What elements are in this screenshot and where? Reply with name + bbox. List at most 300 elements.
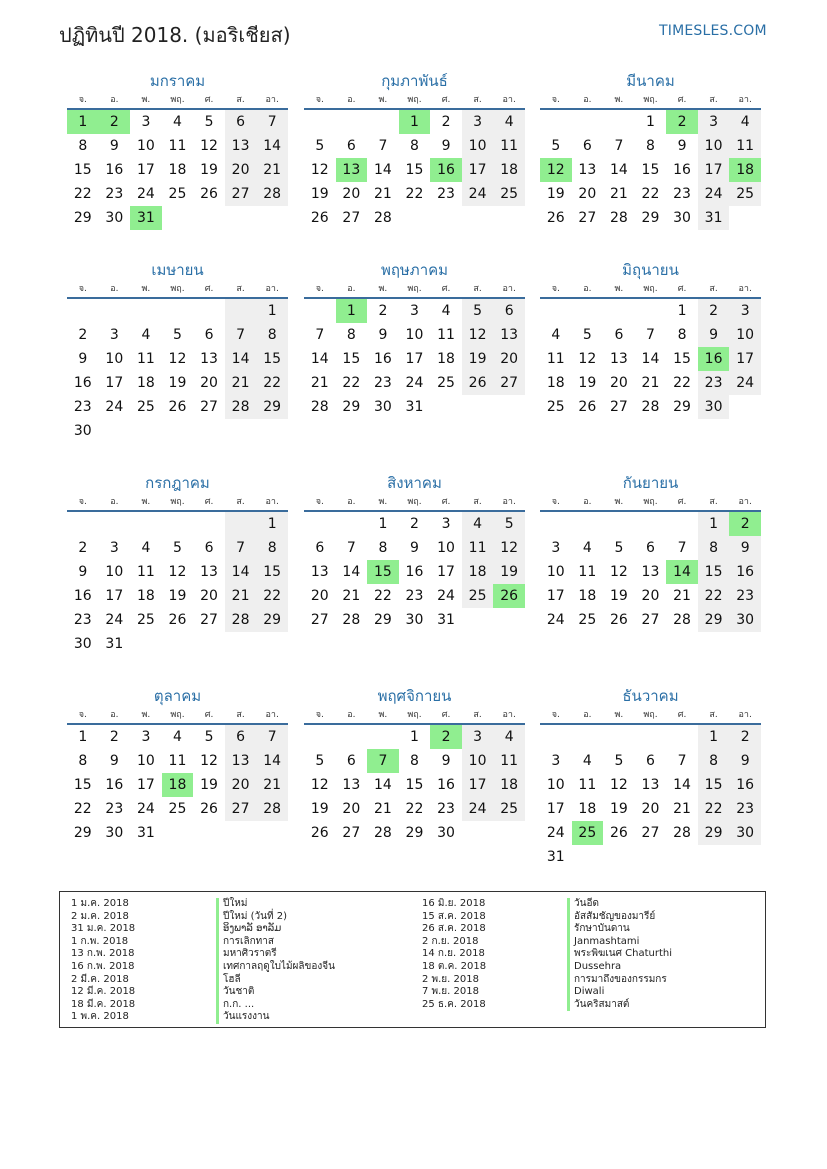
day-cell[interactable]: 25 xyxy=(136,612,155,628)
day-cell[interactable]: 1 xyxy=(67,110,99,134)
day-cell[interactable]: 30 xyxy=(405,612,424,628)
day-cell[interactable]: 4 xyxy=(551,327,561,343)
day-cell[interactable]: 31 xyxy=(698,206,730,230)
day-cell[interactable]: 21 xyxy=(609,186,628,202)
day-cell[interactable]: 6 xyxy=(346,138,356,154)
day-cell[interactable]: 9 xyxy=(78,564,88,580)
day-cell[interactable]: 14 xyxy=(310,351,329,367)
day-cell[interactable]: 1 xyxy=(399,110,431,134)
day-cell[interactable]: 2 xyxy=(109,729,119,745)
day-cell[interactable]: 4 xyxy=(462,512,494,536)
day-cell[interactable]: 11 xyxy=(168,753,187,769)
day-cell[interactable]: 5 xyxy=(173,540,182,556)
day-cell[interactable]: 29 xyxy=(698,608,730,632)
day-cell[interactable]: 12 xyxy=(493,536,525,560)
day-cell[interactable]: 19 xyxy=(462,347,494,371)
day-cell[interactable]: 24 xyxy=(698,182,730,206)
day-cell[interactable]: 27 xyxy=(310,612,329,628)
day-cell[interactable]: 28 xyxy=(310,399,329,415)
day-cell[interactable]: 6 xyxy=(225,725,257,749)
day-cell[interactable]: 11 xyxy=(462,536,494,560)
day-cell[interactable]: 18 xyxy=(578,801,597,817)
day-cell[interactable]: 23 xyxy=(437,186,455,202)
day-cell[interactable]: 13 xyxy=(641,564,660,580)
day-cell[interactable]: 13 xyxy=(641,777,660,793)
day-cell[interactable]: 4 xyxy=(582,540,592,556)
day-cell[interactable]: 1 xyxy=(336,299,368,323)
day-cell[interactable]: 18 xyxy=(437,351,455,367)
day-cell[interactable]: 9 xyxy=(109,138,119,154)
day-cell[interactable]: 4 xyxy=(141,540,151,556)
day-cell[interactable]: 20 xyxy=(310,588,329,604)
day-cell[interactable]: 24 xyxy=(105,399,124,415)
day-cell[interactable]: 6 xyxy=(204,540,214,556)
day-cell[interactable]: 12 xyxy=(578,351,597,367)
day-cell[interactable]: 25 xyxy=(546,399,565,415)
day-cell[interactable]: 26 xyxy=(546,210,565,226)
day-cell[interactable]: 22 xyxy=(698,584,730,608)
day-cell[interactable]: 9 xyxy=(441,138,451,154)
day-cell[interactable]: 24 xyxy=(462,797,494,821)
day-cell[interactable]: 10 xyxy=(437,540,455,556)
day-cell[interactable]: 30 xyxy=(698,395,730,419)
day-cell[interactable]: 16 xyxy=(373,351,392,367)
day-cell[interactable]: 23 xyxy=(437,801,455,817)
day-cell[interactable]: 16 xyxy=(73,588,92,604)
day-cell[interactable]: 11 xyxy=(729,134,761,158)
day-cell[interactable]: 27 xyxy=(493,371,525,395)
day-cell[interactable]: 13 xyxy=(225,749,257,773)
day-cell[interactable]: 14 xyxy=(641,351,660,367)
day-cell[interactable]: 20 xyxy=(200,588,218,604)
day-cell[interactable]: 26 xyxy=(200,186,218,202)
day-cell[interactable]: 15 xyxy=(367,560,399,584)
day-cell[interactable]: 22 xyxy=(405,801,424,817)
day-cell[interactable]: 14 xyxy=(225,347,257,371)
day-cell[interactable]: 5 xyxy=(173,327,182,343)
day-cell[interactable]: 23 xyxy=(105,186,124,202)
day-cell[interactable]: 19 xyxy=(493,560,525,584)
day-cell[interactable]: 20 xyxy=(641,801,660,817)
day-cell[interactable]: 7 xyxy=(315,327,325,343)
day-cell[interactable]: 24 xyxy=(462,182,494,206)
day-cell[interactable]: 23 xyxy=(73,612,92,628)
day-cell[interactable]: 3 xyxy=(729,299,761,323)
day-cell[interactable]: 21 xyxy=(673,588,691,604)
day-cell[interactable]: 27 xyxy=(200,399,218,415)
day-cell[interactable]: 2 xyxy=(99,110,131,134)
day-cell[interactable]: 15 xyxy=(73,162,92,178)
day-cell[interactable]: 13 xyxy=(493,323,525,347)
day-cell[interactable]: 16 xyxy=(105,162,124,178)
day-cell[interactable]: 18 xyxy=(136,375,155,391)
day-cell[interactable]: 20 xyxy=(641,588,660,604)
day-cell[interactable]: 7 xyxy=(367,749,399,773)
day-cell[interactable]: 25 xyxy=(462,584,494,608)
day-cell[interactable]: 16 xyxy=(430,158,462,182)
day-cell[interactable]: 18 xyxy=(162,773,194,797)
day-cell[interactable]: 5 xyxy=(614,540,624,556)
day-cell[interactable]: 5 xyxy=(582,327,592,343)
day-cell[interactable]: 19 xyxy=(310,801,329,817)
day-cell[interactable]: 17 xyxy=(405,351,424,367)
day-cell[interactable]: 2 xyxy=(729,512,761,536)
day-cell[interactable]: 14 xyxy=(666,560,698,584)
day-cell[interactable]: 18 xyxy=(578,588,597,604)
day-cell[interactable]: 21 xyxy=(256,158,288,182)
day-cell[interactable]: 15 xyxy=(405,777,424,793)
day-cell[interactable]: 27 xyxy=(609,399,628,415)
day-cell[interactable]: 12 xyxy=(200,753,218,769)
day-cell[interactable]: 29 xyxy=(673,399,691,415)
day-cell[interactable]: 30 xyxy=(73,423,92,439)
day-cell[interactable]: 24 xyxy=(437,588,455,604)
day-cell[interactable]: 23 xyxy=(73,399,92,415)
day-cell[interactable]: 24 xyxy=(546,612,565,628)
day-cell[interactable]: 13 xyxy=(310,564,329,580)
day-cell[interactable]: 3 xyxy=(410,303,419,319)
day-cell[interactable]: 30 xyxy=(729,608,761,632)
day-cell[interactable]: 19 xyxy=(609,801,628,817)
day-cell[interactable]: 21 xyxy=(225,584,257,608)
day-cell[interactable]: 9 xyxy=(410,540,419,556)
day-cell[interactable]: 21 xyxy=(373,801,392,817)
day-cell[interactable]: 12 xyxy=(310,777,329,793)
day-cell[interactable]: 23 xyxy=(698,371,730,395)
day-cell[interactable]: 2 xyxy=(666,110,698,134)
day-cell[interactable]: 10 xyxy=(105,564,124,580)
day-cell[interactable]: 4 xyxy=(729,110,761,134)
day-cell[interactable]: 24 xyxy=(136,801,155,817)
day-cell[interactable]: 2 xyxy=(378,303,388,319)
day-cell[interactable]: 5 xyxy=(462,299,494,323)
day-cell[interactable]: 13 xyxy=(578,162,597,178)
day-cell[interactable]: 9 xyxy=(441,753,451,769)
day-cell[interactable]: 8 xyxy=(410,753,419,769)
day-cell[interactable]: 17 xyxy=(105,375,124,391)
day-cell[interactable]: 14 xyxy=(256,134,288,158)
day-cell[interactable]: 7 xyxy=(256,725,288,749)
day-cell[interactable]: 18 xyxy=(168,162,187,178)
day-cell[interactable]: 21 xyxy=(256,773,288,797)
day-cell[interactable]: 29 xyxy=(256,608,288,632)
day-cell[interactable]: 4 xyxy=(141,327,151,343)
day-cell[interactable]: 15 xyxy=(405,162,424,178)
day-cell[interactable]: 19 xyxy=(609,588,628,604)
day-cell[interactable]: 26 xyxy=(310,825,329,841)
day-cell[interactable]: 11 xyxy=(578,777,597,793)
day-cell[interactable]: 1 xyxy=(698,512,730,536)
day-cell[interactable]: 11 xyxy=(168,138,187,154)
day-cell[interactable]: 12 xyxy=(609,777,628,793)
day-cell[interactable]: 17 xyxy=(136,777,155,793)
day-cell[interactable]: 8 xyxy=(646,138,655,154)
day-cell[interactable]: 26 xyxy=(168,612,187,628)
day-cell[interactable]: 4 xyxy=(173,729,182,745)
day-cell[interactable]: 26 xyxy=(609,825,628,841)
day-cell[interactable]: 6 xyxy=(646,753,655,769)
day-cell[interactable]: 29 xyxy=(698,821,730,845)
day-cell[interactable]: 23 xyxy=(729,797,761,821)
day-cell[interactable]: 15 xyxy=(256,347,288,371)
day-cell[interactable]: 3 xyxy=(462,110,494,134)
day-cell[interactable]: 5 xyxy=(551,138,561,154)
day-cell[interactable]: 16 xyxy=(729,773,761,797)
day-cell[interactable]: 19 xyxy=(200,162,218,178)
day-cell[interactable]: 13 xyxy=(609,351,628,367)
day-cell[interactable]: 25 xyxy=(578,612,597,628)
day-cell[interactable]: 4 xyxy=(173,114,182,130)
day-cell[interactable]: 1 xyxy=(677,303,687,319)
day-cell[interactable]: 19 xyxy=(168,588,187,604)
day-cell[interactable]: 20 xyxy=(225,773,257,797)
day-cell[interactable]: 27 xyxy=(641,825,660,841)
day-cell[interactable]: 2 xyxy=(78,540,88,556)
day-cell[interactable]: 3 xyxy=(141,114,151,130)
day-cell[interactable]: 12 xyxy=(168,564,187,580)
day-cell[interactable]: 27 xyxy=(225,182,257,206)
day-cell[interactable]: 2 xyxy=(430,725,462,749)
day-cell[interactable]: 10 xyxy=(462,749,494,773)
day-cell[interactable]: 9 xyxy=(698,323,730,347)
day-cell[interactable]: 22 xyxy=(405,186,424,202)
day-cell[interactable]: 16 xyxy=(437,777,455,793)
day-cell[interactable]: 10 xyxy=(729,323,761,347)
day-cell[interactable]: 24 xyxy=(729,371,761,395)
day-cell[interactable]: 26 xyxy=(168,399,187,415)
day-cell[interactable]: 10 xyxy=(105,351,124,367)
day-cell[interactable]: 10 xyxy=(546,777,565,793)
day-cell[interactable]: 17 xyxy=(462,773,494,797)
day-cell[interactable]: 31 xyxy=(105,636,124,652)
day-cell[interactable]: 10 xyxy=(546,564,565,580)
day-cell[interactable]: 29 xyxy=(256,395,288,419)
day-cell[interactable]: 15 xyxy=(673,351,691,367)
day-cell[interactable]: 10 xyxy=(136,138,155,154)
day-cell[interactable]: 15 xyxy=(698,773,730,797)
day-cell[interactable]: 28 xyxy=(373,210,392,226)
day-cell[interactable]: 2 xyxy=(698,299,730,323)
day-cell[interactable]: 12 xyxy=(609,564,628,580)
day-cell[interactable]: 22 xyxy=(373,588,392,604)
day-cell[interactable]: 17 xyxy=(437,564,455,580)
day-cell[interactable]: 5 xyxy=(204,729,214,745)
day-cell[interactable]: 29 xyxy=(641,210,660,226)
day-cell[interactable]: 1 xyxy=(410,729,419,745)
day-cell[interactable]: 11 xyxy=(546,351,565,367)
day-cell[interactable]: 29 xyxy=(342,399,361,415)
day-cell[interactable]: 1 xyxy=(256,299,288,323)
day-cell[interactable]: 30 xyxy=(729,821,761,845)
day-cell[interactable]: 29 xyxy=(373,612,392,628)
day-cell[interactable]: 27 xyxy=(200,612,218,628)
day-cell[interactable]: 15 xyxy=(698,560,730,584)
day-cell[interactable]: 22 xyxy=(73,186,92,202)
day-cell[interactable]: 18 xyxy=(493,158,525,182)
day-cell[interactable]: 19 xyxy=(310,186,329,202)
day-cell[interactable]: 26 xyxy=(310,210,329,226)
day-cell[interactable]: 20 xyxy=(342,186,361,202)
day-cell[interactable]: 5 xyxy=(315,138,325,154)
day-cell[interactable]: 12 xyxy=(462,323,494,347)
day-cell[interactable]: 12 xyxy=(200,138,218,154)
day-cell[interactable]: 7 xyxy=(614,138,624,154)
day-cell[interactable]: 14 xyxy=(373,777,392,793)
day-cell[interactable]: 17 xyxy=(462,158,494,182)
day-cell[interactable]: 26 xyxy=(462,371,494,395)
day-cell[interactable]: 21 xyxy=(225,371,257,395)
day-cell[interactable]: 15 xyxy=(256,560,288,584)
day-cell[interactable]: 21 xyxy=(373,186,392,202)
day-cell[interactable]: 20 xyxy=(225,158,257,182)
day-cell[interactable]: 28 xyxy=(256,182,288,206)
day-cell[interactable]: 5 xyxy=(204,114,214,130)
day-cell[interactable]: 14 xyxy=(256,749,288,773)
day-cell[interactable]: 14 xyxy=(673,777,691,793)
day-cell[interactable]: 8 xyxy=(78,138,88,154)
day-cell[interactable]: 22 xyxy=(641,186,660,202)
day-cell[interactable]: 30 xyxy=(373,399,392,415)
day-cell[interactable]: 27 xyxy=(342,210,361,226)
day-cell[interactable]: 3 xyxy=(551,540,561,556)
day-cell[interactable]: 30 xyxy=(73,636,92,652)
day-cell[interactable]: 25 xyxy=(136,399,155,415)
day-cell[interactable]: 28 xyxy=(673,612,691,628)
day-cell[interactable]: 21 xyxy=(342,588,361,604)
day-cell[interactable]: 2 xyxy=(78,327,88,343)
day-cell[interactable]: 24 xyxy=(105,612,124,628)
day-cell[interactable]: 3 xyxy=(141,729,151,745)
day-cell[interactable]: 20 xyxy=(609,375,628,391)
day-cell[interactable]: 25 xyxy=(168,801,187,817)
day-cell[interactable]: 27 xyxy=(342,825,361,841)
day-cell[interactable]: 21 xyxy=(641,375,660,391)
day-cell[interactable]: 2 xyxy=(410,516,419,532)
day-cell[interactable]: 20 xyxy=(493,347,525,371)
day-cell[interactable]: 3 xyxy=(441,516,451,532)
day-cell[interactable]: 11 xyxy=(493,749,525,773)
day-cell[interactable]: 25 xyxy=(572,821,604,845)
day-cell[interactable]: 22 xyxy=(256,371,288,395)
day-cell[interactable]: 26 xyxy=(578,399,597,415)
day-cell[interactable]: 12 xyxy=(310,162,329,178)
day-cell[interactable]: 18 xyxy=(136,588,155,604)
day-cell[interactable]: 17 xyxy=(136,162,155,178)
day-cell[interactable]: 26 xyxy=(609,612,628,628)
day-cell[interactable]: 20 xyxy=(578,186,597,202)
day-cell[interactable]: 5 xyxy=(493,512,525,536)
day-cell[interactable]: 7 xyxy=(225,536,257,560)
day-cell[interactable]: 8 xyxy=(346,327,356,343)
day-cell[interactable]: 21 xyxy=(310,375,329,391)
day-cell[interactable]: 4 xyxy=(441,303,451,319)
day-cell[interactable]: 9 xyxy=(677,138,687,154)
day-cell[interactable]: 12 xyxy=(168,351,187,367)
day-cell[interactable]: 8 xyxy=(256,323,288,347)
day-cell[interactable]: 22 xyxy=(698,797,730,821)
day-cell[interactable]: 18 xyxy=(729,158,761,182)
day-cell[interactable]: 30 xyxy=(437,825,455,841)
day-cell[interactable]: 8 xyxy=(378,540,388,556)
day-cell[interactable]: 6 xyxy=(582,138,592,154)
day-cell[interactable]: 17 xyxy=(698,158,730,182)
day-cell[interactable]: 31 xyxy=(130,206,162,230)
day-cell[interactable]: 9 xyxy=(78,351,88,367)
day-cell[interactable]: 1 xyxy=(78,729,88,745)
day-cell[interactable]: 5 xyxy=(315,753,325,769)
day-cell[interactable]: 6 xyxy=(614,327,624,343)
day-cell[interactable]: 6 xyxy=(646,540,655,556)
day-cell[interactable]: 28 xyxy=(225,608,257,632)
day-cell[interactable]: 11 xyxy=(493,134,525,158)
day-cell[interactable]: 13 xyxy=(200,564,218,580)
day-cell[interactable]: 6 xyxy=(204,327,214,343)
day-cell[interactable]: 28 xyxy=(609,210,628,226)
day-cell[interactable]: 22 xyxy=(342,375,361,391)
day-cell[interactable]: 23 xyxy=(105,801,124,817)
day-cell[interactable]: 30 xyxy=(673,210,691,226)
day-cell[interactable]: 10 xyxy=(405,327,424,343)
day-cell[interactable]: 31 xyxy=(405,399,424,415)
day-cell[interactable]: 13 xyxy=(336,158,368,182)
day-cell[interactable]: 25 xyxy=(729,182,761,206)
day-cell[interactable]: 10 xyxy=(462,134,494,158)
day-cell[interactable]: 8 xyxy=(677,327,687,343)
day-cell[interactable]: 3 xyxy=(109,540,119,556)
day-cell[interactable]: 11 xyxy=(437,327,455,343)
day-cell[interactable]: 6 xyxy=(225,110,257,134)
day-cell[interactable]: 8 xyxy=(410,138,419,154)
day-cell[interactable]: 23 xyxy=(729,584,761,608)
day-cell[interactable]: 15 xyxy=(641,162,660,178)
day-cell[interactable]: 22 xyxy=(673,375,691,391)
day-cell[interactable]: 25 xyxy=(168,186,187,202)
day-cell[interactable]: 14 xyxy=(609,162,628,178)
day-cell[interactable]: 18 xyxy=(493,773,525,797)
day-cell[interactable]: 3 xyxy=(462,725,494,749)
day-cell[interactable]: 27 xyxy=(578,210,597,226)
day-cell[interactable]: 16 xyxy=(405,564,424,580)
day-cell[interactable]: 7 xyxy=(677,753,687,769)
day-cell[interactable]: 19 xyxy=(200,777,218,793)
day-cell[interactable]: 29 xyxy=(73,210,92,226)
day-cell[interactable]: 25 xyxy=(493,182,525,206)
day-cell[interactable]: 18 xyxy=(546,375,565,391)
day-cell[interactable]: 31 xyxy=(437,612,455,628)
day-cell[interactable]: 8 xyxy=(256,536,288,560)
day-cell[interactable]: 5 xyxy=(614,753,624,769)
day-cell[interactable]: 9 xyxy=(729,536,761,560)
day-cell[interactable]: 28 xyxy=(225,395,257,419)
day-cell[interactable]: 1 xyxy=(646,114,655,130)
day-cell[interactable]: 25 xyxy=(437,375,455,391)
day-cell[interactable]: 11 xyxy=(578,564,597,580)
day-cell[interactable]: 16 xyxy=(729,560,761,584)
day-cell[interactable]: 19 xyxy=(578,375,597,391)
day-cell[interactable]: 10 xyxy=(136,753,155,769)
day-cell[interactable]: 17 xyxy=(729,347,761,371)
day-cell[interactable]: 4 xyxy=(493,110,525,134)
day-cell[interactable]: 7 xyxy=(256,110,288,134)
day-cell[interactable]: 24 xyxy=(546,825,565,841)
day-cell[interactable]: 16 xyxy=(73,375,92,391)
day-cell[interactable]: 19 xyxy=(546,186,565,202)
day-cell[interactable]: 24 xyxy=(136,186,155,202)
day-cell[interactable]: 26 xyxy=(200,801,218,817)
day-cell[interactable]: 13 xyxy=(342,777,361,793)
day-cell[interactable]: 3 xyxy=(551,753,561,769)
day-cell[interactable]: 30 xyxy=(105,825,124,841)
